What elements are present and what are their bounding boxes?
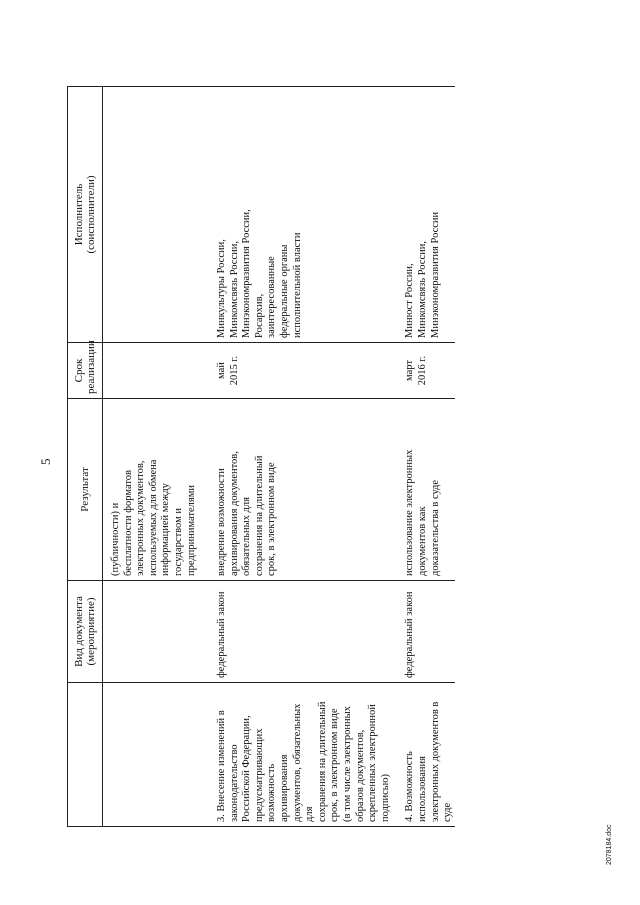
measure-cell xyxy=(103,683,209,827)
executor-cell: Минюст России, Минкомсвязь России, Минэкономразвития России xyxy=(392,87,454,343)
measure-cell: 4. Возможность использования электронных документов в суде xyxy=(392,683,454,827)
header-document-type: Вид документа (мероприятие) xyxy=(68,581,103,683)
result-cell: (публичности) и бесплатности форматов электронных документов, используемых для обмена информацией между государством и предпринимателями xyxy=(103,399,209,581)
document-type-cell xyxy=(103,581,209,683)
deadline-cell: май 2015 г. xyxy=(208,343,392,399)
header-deadline: Срок реализации xyxy=(68,343,103,399)
document-type-cell: федеральный закон xyxy=(208,581,392,683)
table-header-row xyxy=(68,87,103,827)
document-file-code: 2078184.doc xyxy=(606,824,613,865)
header-measure xyxy=(68,683,103,827)
table-row xyxy=(392,87,454,827)
deadline-cell xyxy=(103,343,209,399)
header-result: Результат xyxy=(68,399,103,581)
executor-cell xyxy=(103,87,209,343)
table-row xyxy=(103,87,209,827)
table-row xyxy=(208,87,392,827)
result-cell: внедрение возможности архивирования документов, обязательных для сохранения на длительный срок, в электронном виде xyxy=(208,399,392,581)
header-executor: Исполнитель (соисполнители) xyxy=(68,87,103,343)
result-cell: использование электронных документов как доказательства в суде xyxy=(392,399,454,581)
document-type-cell: федеральный закон xyxy=(392,581,454,683)
executor-cell: Минкультуры России, Минкомсвязь России, Минэкономразвития России, Росархив, заинтересованные федеральные органы исполнительной власти xyxy=(208,87,392,343)
measure-cell: 3. Внесение изменений в законодательство Российской Федерации, предусматривающих возможность архивирования документов, обязательных для сохранения на длительный срок, в электронном виде (в том числе электронных образов документов, скрепленных электронной подписью) xyxy=(208,683,392,827)
measures-table xyxy=(67,86,455,827)
page-number: 5 xyxy=(38,458,53,465)
deadline-cell: март 2016 г. xyxy=(392,343,454,399)
